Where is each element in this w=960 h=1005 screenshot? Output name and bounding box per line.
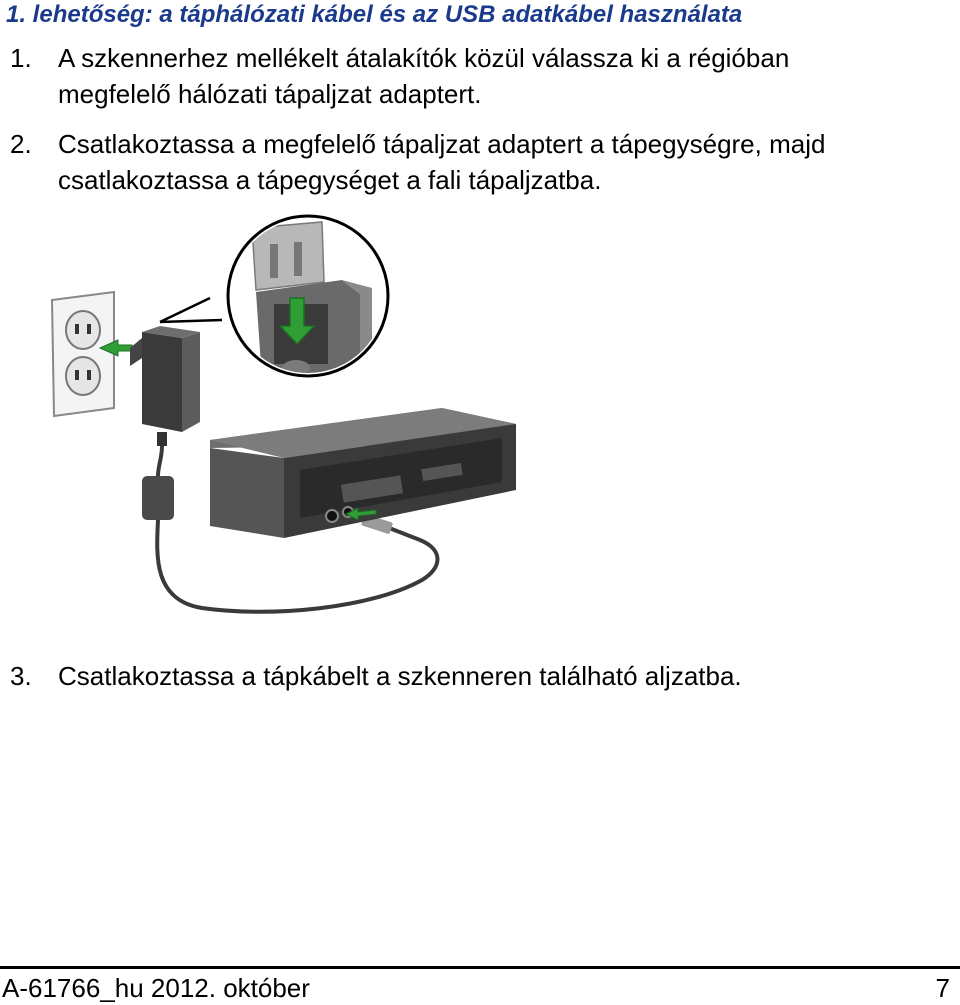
scanner-icon: [210, 408, 516, 538]
scanner-power-illustration: [42, 208, 526, 628]
wall-outlet-icon: [52, 292, 114, 416]
step-text: [58, 658, 742, 694]
step-number: 1.: [10, 43, 32, 73]
step-line: megfelelő hálózati tápaljzat adaptert.: [58, 79, 482, 109]
step-line: Csatlakoztassa a tápkábelt a szkenneren található aljzatba.: [58, 661, 742, 691]
step-text: [58, 40, 789, 112]
step-number: 3.: [10, 661, 32, 691]
step-line: A szkennerhez mellékelt átalakítók közül válassza ki a régióban: [58, 43, 790, 73]
step-number: 2.: [10, 129, 32, 159]
footer-rule: [0, 966, 960, 969]
page-number: 7: [935, 973, 950, 1003]
step-text: [58, 126, 825, 198]
footer-doc-id: A-61766_hu 2012. október: [2, 973, 310, 1003]
section-heading: 1. lehetőség: a táphálózati kábel és az USB adatkábel használata: [6, 1, 743, 28]
power-adapter-icon: [130, 326, 200, 446]
step-line: Csatlakoztassa a megfelelő tápaljzat adaptert a tápegységre, majd: [58, 129, 826, 159]
step-line: csatlakoztassa a tápegységet a fali tápaljzatba.: [58, 165, 602, 195]
